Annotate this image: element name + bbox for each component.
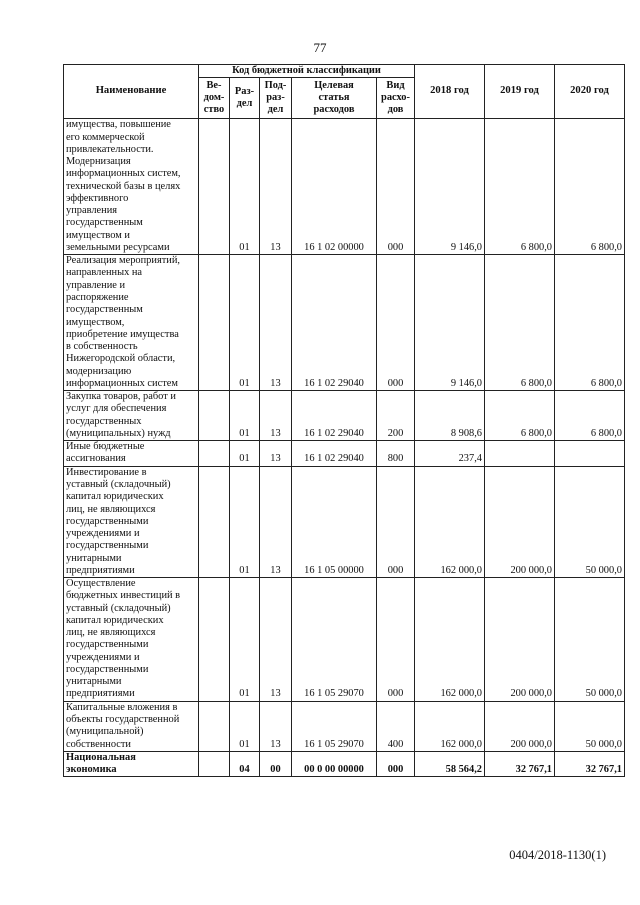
row-2020: 50 000,0 [555,701,625,751]
row-2019: 6 800,0 [485,255,555,391]
row-podrazdel: 00 [260,751,292,777]
row-razdel: 01 [230,119,260,255]
row-vid: 000 [377,578,415,702]
row-name: имущества, повышение его коммерческой привлекательности. Модернизация информационных систем, технической базы в целях эффективного управления государственным имуществом и земельными ресурсами [64,119,199,255]
row-celevaya: 16 1 05 00000 [292,466,377,577]
page-number: 77 [313,40,327,55]
row-razdel: 01 [230,441,260,467]
header-podrazdel: Под- раз- дел [260,78,292,119]
row-podrazdel: 13 [260,391,292,441]
row-2020: 6 800,0 [555,255,625,391]
row-celevaya: 16 1 02 29040 [292,391,377,441]
row-podrazdel: 13 [260,441,292,467]
row-celevaya: 00 0 00 00000 [292,751,377,777]
row-name: Осуществление бюджетных инвестиций в уставный (складочный) капитал юридических лиц, не являющихся государственными учреждениями и государственными унитарными предприятиями [64,578,199,702]
row-name: Иные бюджетные ассигнования [64,441,199,467]
row-2019: 200 000,0 [485,466,555,577]
header-2019: 2019 год [485,65,555,119]
row-2020: 6 800,0 [555,391,625,441]
budget-table [63,64,625,777]
row-vedomstvo [199,701,230,751]
row-name: Национальная экономика [64,751,199,777]
header-vedomstvo: Ве- дом- ство [199,78,230,119]
row-podrazdel: 13 [260,466,292,577]
row-2019: 200 000,0 [485,701,555,751]
row-vid: 200 [377,391,415,441]
row-2020: 50 000,0 [555,466,625,577]
row-vedomstvo [199,441,230,467]
row-2019: 32 767,1 [485,751,555,777]
row-2019: 200 000,0 [485,578,555,702]
header-celevaya: Целевая статья расходов [292,78,377,119]
row-2018: 162 000,0 [415,466,485,577]
table-row [64,255,625,391]
row-vid: 000 [377,751,415,777]
row-vedomstvo [199,119,230,255]
header-vid: Вид расхо- дов [377,78,415,119]
row-name: Реализация мероприятий, направленных на управление и распоряжение государственным имуществом, приобретение имущества в собственность Нижегородской области, модернизацию информационных систем [64,255,199,391]
row-razdel: 01 [230,578,260,702]
row-podrazdel: 13 [260,701,292,751]
header-2018: 2018 год [415,65,485,119]
row-2018: 237,4 [415,441,485,467]
row-vedomstvo [199,255,230,391]
row-2020 [555,441,625,467]
row-vid: 000 [377,466,415,577]
row-2018: 162 000,0 [415,578,485,702]
header-razdel: Раз- дел [230,78,260,119]
row-name: Инвестирование в уставный (складочный) капитал юридических лиц, не являющихся государственными учреждениями и государственными унитарными предприятиями [64,466,199,577]
row-2020: 32 767,1 [555,751,625,777]
row-2018: 9 146,0 [415,255,485,391]
row-podrazdel: 13 [260,255,292,391]
row-vid: 000 [377,119,415,255]
table-row [64,441,625,467]
table-row [64,466,625,577]
header-2020: 2020 год [555,65,625,119]
row-celevaya: 16 1 02 00000 [292,119,377,255]
row-2018: 58 564,2 [415,751,485,777]
row-vid: 800 [377,441,415,467]
row-2018: 8 908,6 [415,391,485,441]
row-podrazdel: 13 [260,578,292,702]
header-classification-group: Код бюджетной классификации [199,65,415,78]
row-razdel: 04 [230,751,260,777]
table-row-total [64,751,625,777]
row-razdel: 01 [230,391,260,441]
row-name: Закупка товаров, работ и услуг для обеспечения государственных (муниципальных) нужд [64,391,199,441]
row-razdel: 01 [230,255,260,391]
row-vedomstvo [199,391,230,441]
row-vedomstvo [199,751,230,777]
row-2019 [485,441,555,467]
row-podrazdel: 13 [260,119,292,255]
row-razdel: 01 [230,701,260,751]
row-celevaya: 16 1 05 29070 [292,701,377,751]
row-2018: 162 000,0 [415,701,485,751]
row-2020: 50 000,0 [555,578,625,702]
table-row [64,119,625,255]
row-name: Капитальные вложения в объекты государственной (муниципальной) собственности [64,701,199,751]
table-row [64,578,625,702]
row-vid: 400 [377,701,415,751]
row-2019: 6 800,0 [485,119,555,255]
row-2018: 9 146,0 [415,119,485,255]
row-vedomstvo [199,578,230,702]
document-code: 0404/2018-1130(1) [509,848,606,862]
header-name: Наименование [64,65,199,119]
row-razdel: 01 [230,466,260,577]
row-2019: 6 800,0 [485,391,555,441]
row-celevaya: 16 1 02 29040 [292,255,377,391]
table-row [64,701,625,751]
row-celevaya: 16 1 05 29070 [292,578,377,702]
row-vid: 000 [377,255,415,391]
row-2020: 6 800,0 [555,119,625,255]
row-vedomstvo [199,466,230,577]
table-row [64,391,625,441]
row-celevaya: 16 1 02 29040 [292,441,377,467]
